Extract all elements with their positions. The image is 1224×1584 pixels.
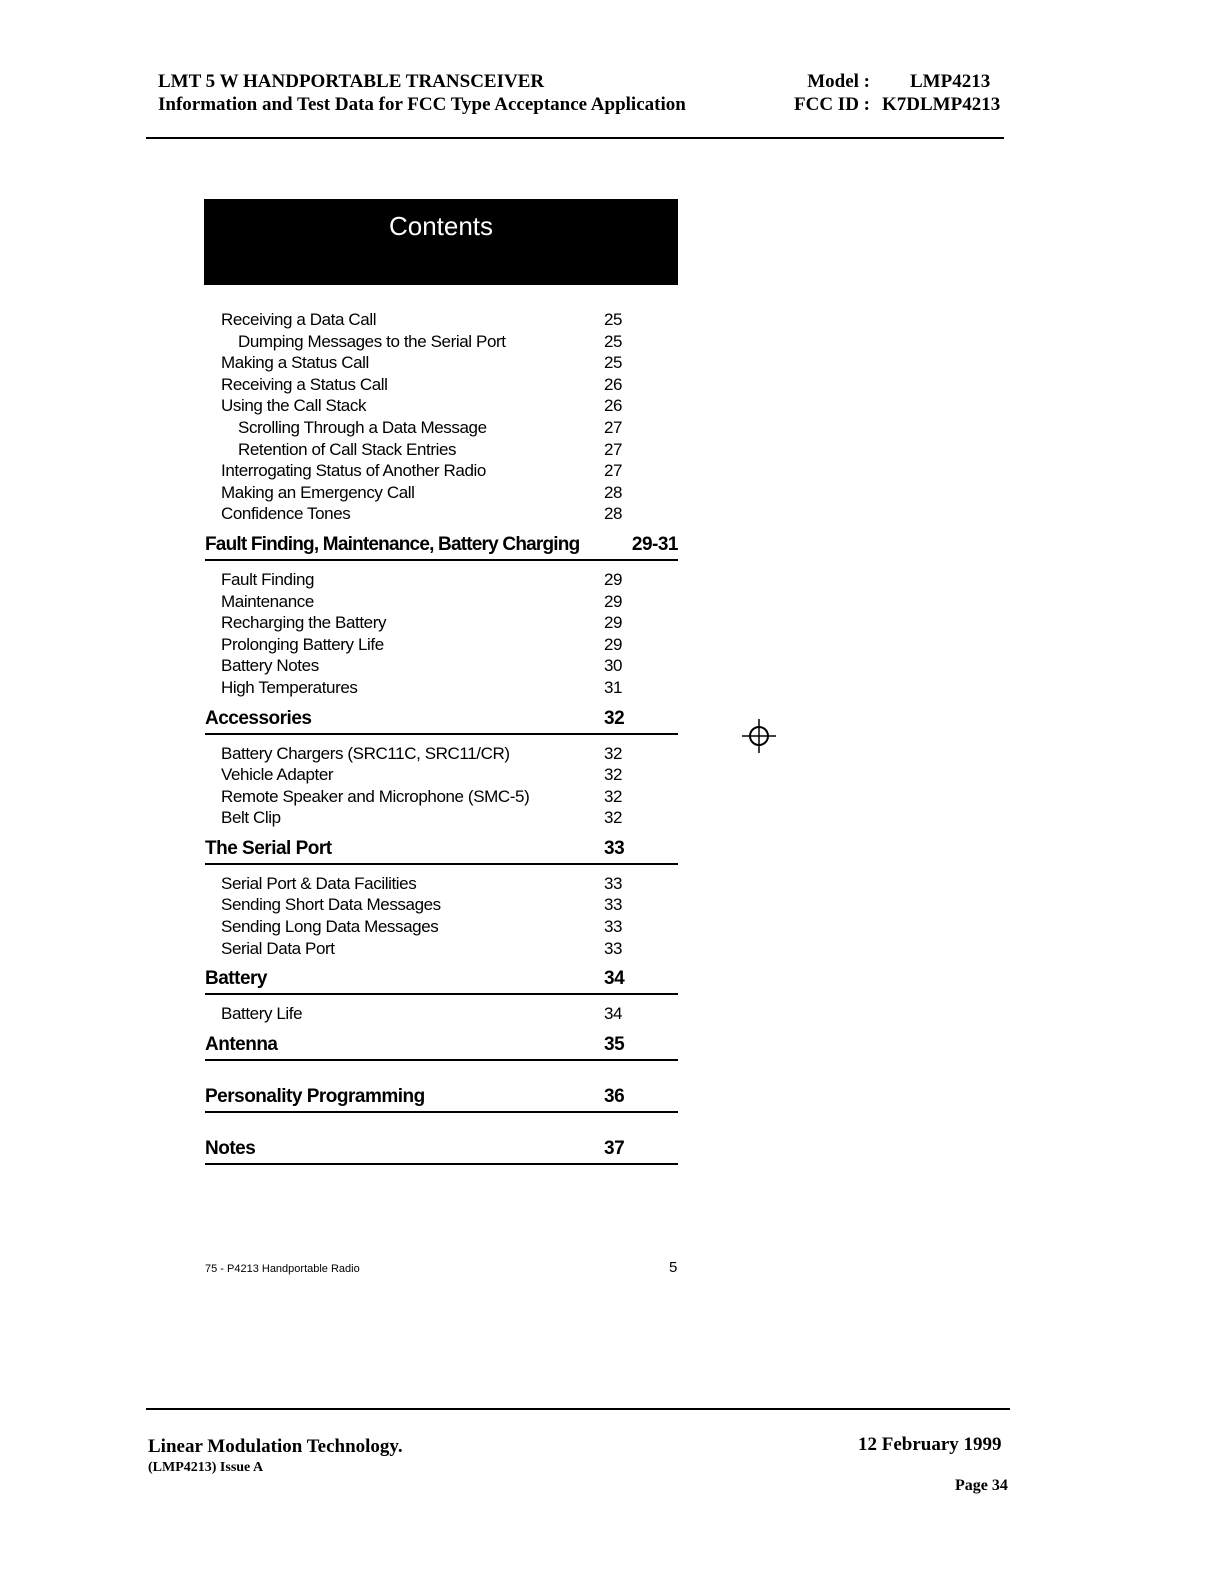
- toc-entry: Serial Data Port 33: [221, 938, 623, 958]
- toc-entry: Sending Long Data Messages 33: [221, 917, 623, 937]
- toc-entry: Belt Clip 32: [221, 808, 623, 828]
- toc-entry: Recharging the Battery 29: [221, 613, 623, 633]
- fcc-id-value: K7DLMP4213: [882, 94, 1001, 115]
- page-number: Page 34: [955, 1477, 1008, 1494]
- toc-section-antenna: Antenna 35: [205, 1025, 678, 1061]
- toc-section-accessories: Accessories 32: [205, 699, 678, 735]
- toc-entry: Remote Speaker and Microphone (SMC-5) 32: [221, 786, 623, 806]
- toc-entry: Battery Notes 30: [221, 656, 623, 676]
- toc-entry: Scrolling Through a Data Message 27: [238, 417, 623, 437]
- model-info: [778, 70, 1018, 116]
- company-name: Linear Modulation Technology.: [148, 1436, 403, 1457]
- contents-heading: Contents: [388, 211, 494, 241]
- toc-entry: Making an Emergency Call 28: [221, 482, 623, 502]
- model-value: LMP4213: [910, 71, 991, 92]
- document-subtitle: Information and Test Data for FCC Type Acceptance Application: [158, 94, 686, 115]
- toc-section-personality-programming: Personality Programming 36: [205, 1077, 678, 1113]
- toc-entry: Vehicle Adapter 32: [221, 765, 623, 785]
- toc-entry: Prolonging Battery Life 29: [221, 634, 623, 654]
- toc-entry: Dumping Messages to the Serial Port 25: [238, 331, 623, 351]
- toc-entry: Receiving a Data Call 25: [221, 310, 623, 329]
- toc-entry: Sending Short Data Messages 33: [221, 895, 623, 915]
- issue-label: (LMP4213) Issue A: [148, 1460, 264, 1475]
- toc-section-notes: Notes 37: [205, 1129, 678, 1165]
- toc-section-serial-port: The Serial Port 33: [205, 829, 678, 865]
- document-title: LMT 5 W HANDPORTABLE TRANSCEIVER: [158, 71, 545, 92]
- toc-entry: Receiving a Status Call 26: [221, 374, 623, 394]
- footer-divider: [146, 1408, 1010, 1410]
- toc-entry: Retention of Call Stack Entries 27: [238, 439, 623, 459]
- doc-reference: 75 - P4213 Handportable Radio: [205, 1263, 360, 1275]
- toc-entry: Using the Call Stack 26: [221, 396, 623, 416]
- toc-entry: Battery Life 34: [221, 1004, 623, 1024]
- toc-entry: Fault Finding 29: [221, 569, 623, 589]
- toc-section-battery: Battery 34: [205, 959, 678, 995]
- toc-entry: Battery Chargers (SRC11C, SRC11/CR) 32: [221, 743, 623, 763]
- table-of-contents: [205, 309, 678, 1173]
- toc-entry: Interrogating Status of Another Radio 27: [221, 461, 623, 481]
- registration-mark-icon: [742, 719, 776, 753]
- toc-entry: Serial Port & Data Facilities 33: [221, 873, 623, 893]
- toc-entry: Confidence Tones 28: [221, 504, 623, 524]
- toc-entry: Maintenance 29: [221, 591, 623, 611]
- contents-banner: [204, 199, 678, 285]
- toc-section-fault-finding: Fault Finding, Maintenance, Battery Charging 29-31: [205, 525, 678, 561]
- document-header: [158, 70, 758, 116]
- fcc-id-label: FCC ID :: [794, 94, 870, 115]
- model-label: Model :: [807, 71, 870, 92]
- inner-page-number: 5: [669, 1259, 678, 1276]
- header-divider: [146, 137, 1004, 139]
- document-date: 12 February 1999: [858, 1434, 1002, 1455]
- toc-entry: High Temperatures 31: [221, 677, 623, 697]
- toc-entry: Making a Status Call 25: [221, 353, 623, 373]
